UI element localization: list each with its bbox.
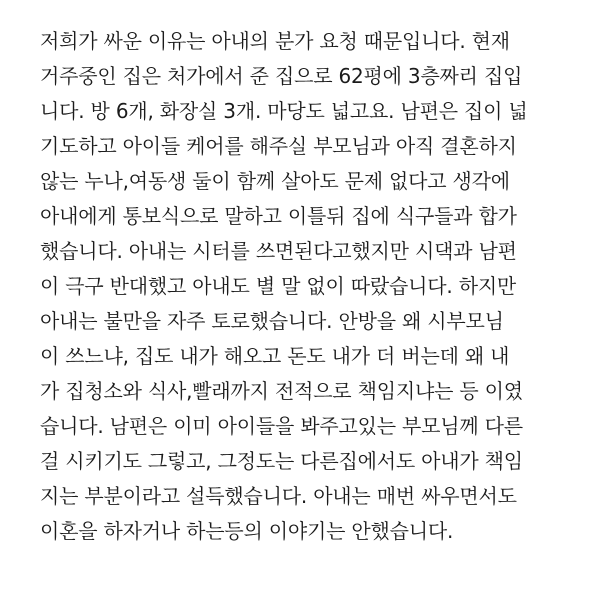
text-line: 이 쓰느냐, 집도 내가 해오고 돈도 내가 더 버는데 왜 내: [40, 344, 510, 368]
text-line: 니다. 방 6개, 화장실 3개. 마당도 넓고요. 남편은 집이 넓: [40, 99, 528, 123]
text-line: 했습니다. 아내는 시터를 쓰면된다고했지만 시댁과 남편: [40, 239, 517, 263]
text-line: 습니다. 남편은 이미 아이들을 봐주고있는 부모님께 다른: [40, 414, 523, 438]
text-line: 기도하고 아이들 케어를 해주실 부모님과 아직 결혼하지: [40, 134, 517, 158]
text-line: 않는 누나,여동생 둘이 함께 살아도 문제 없다고 생각에: [40, 169, 510, 193]
text-line: 걸 시키기도 그렇고, 그정도는 다른집에서도 아내가 책임: [40, 449, 523, 473]
text-line: 지는 부분이라고 설득했습니다. 아내는 매번 싸우면서도: [40, 484, 517, 508]
text-line: 저희가 싸운 이유는 아내의 분가 요청 때문입니다. 현재: [40, 29, 510, 53]
text-line: 거주중인 집은 처가에서 준 집으로 62평에 3층짜리 집입: [40, 64, 523, 88]
text-line: 아내에게 통보식으로 말하고 이틀뒤 집에 식구들과 합가: [40, 204, 517, 228]
text-line: 이 극구 반대했고 아내도 별 말 없이 따랐습니다. 하지만: [40, 274, 517, 298]
text-line: 이혼을 하자거나 하는등의 이야기는 안했습니다.: [40, 519, 454, 543]
document-body: [40, 24, 580, 549]
text-line: 가 집청소와 식사,빨래까지 전적으로 책임지냐는 등 이였: [40, 379, 523, 403]
text-line: 아내는 불만을 자주 토로했습니다. 안방을 왜 시부모님: [40, 309, 504, 333]
